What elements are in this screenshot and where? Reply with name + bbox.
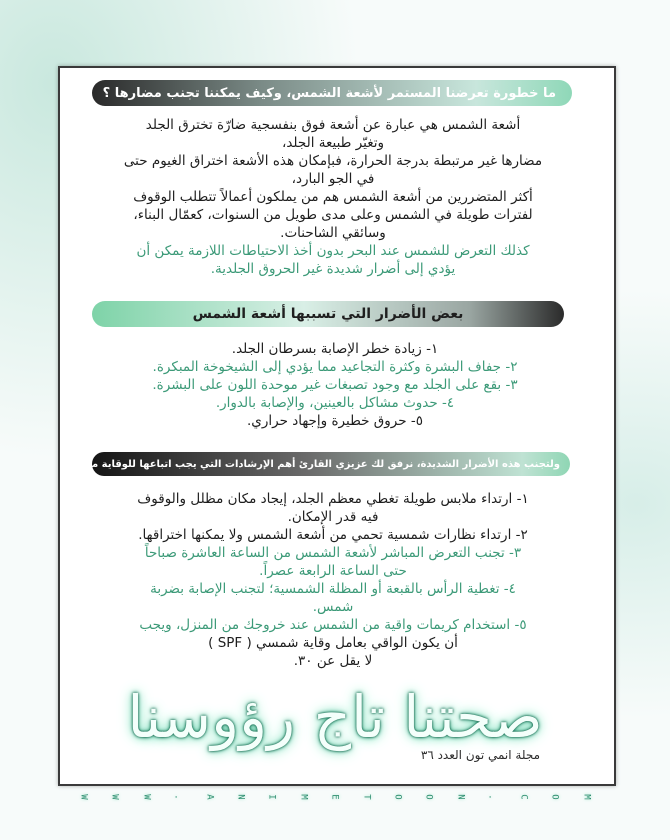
url-char: E — [329, 794, 340, 802]
body-line: لا يقل عن ٣٠. — [293, 653, 373, 669]
url-char: N — [455, 794, 466, 802]
section-body-harms — [110, 340, 560, 430]
website-url-strip — [80, 788, 590, 808]
body-line: ٢- جفاف البشرة وكثرة التجاعيد مما يؤدي إلى الشيخوخة المبكرة. — [152, 359, 518, 375]
url-char: M — [298, 794, 309, 802]
body-line: أشعة الشمس هي عبارة عن أشعة فوق بنفسجية ضارّة تخترق الجلد — [145, 117, 521, 133]
url-char: . — [172, 794, 183, 802]
section-heading-text: بعض الأضرار التي تسببها أشعة الشمس — [192, 306, 464, 322]
url-char: O — [392, 794, 403, 802]
section-heading-harms — [92, 301, 564, 327]
url-char: W — [110, 794, 121, 802]
body-line: ٣- تجنب التعرض المباشر لأشعة الشمس من الساعة العاشرة صباحاً — [144, 545, 522, 561]
magazine-slogan-title: صحتنا تاج رؤوسنا — [127, 683, 543, 751]
section-heading-text: ما خطورة تعرضنا المستمر لأشعة الشمس، وكيف يمكننا تجنب مضارها ؟ — [102, 85, 556, 101]
body-line: ١- زيادة خطر الإصابة بسرطان الجلد. — [231, 341, 439, 357]
url-char: W — [141, 794, 152, 802]
section-heading-sun-danger — [92, 80, 572, 106]
url-char: O — [549, 794, 560, 802]
body-line: كذلك التعرض للشمس عند البحر بدون أخذ الاحتياطات اللازمة يمكن أن — [136, 243, 530, 259]
body-line: ٣- بقع على الجلد مع وجود تصبغات غير موحدة اللون على البشرة. — [152, 377, 518, 393]
url-char: W — [78, 794, 89, 802]
body-line: ٢- ارتداء نظارات شمسية تحمي من أشعة الشمس ولا يمكنها اختراقها. — [138, 527, 528, 543]
url-char: C — [518, 794, 529, 802]
section-heading-text: ولتجنب هذه الأضرار الشديدة، نرفق لك عزيزي القارئ أهم الإرشادات التي يجب اتباعها للوقاية منها — [77, 458, 560, 470]
body-line: ٤- حدوث مشاكل بالعينين، والإصابة بالدوار. — [215, 395, 455, 411]
body-line: وسائقي الشاحنات. — [280, 225, 386, 241]
body-line: مضارها غير مرتبطة بدرجة الحرارة، فبإمكان هذه الأشعة اختراق الغيوم حتى — [123, 153, 543, 169]
section-body-sun-danger — [96, 116, 570, 278]
body-line: يؤدي إلى أضرار شديدة غير الحروق الجلدية. — [210, 261, 456, 277]
body-line: ٥- استخدام كريمات واقية من الشمس عند خروجك من المنزل، ويجب — [139, 617, 527, 633]
url-char: M — [581, 794, 592, 802]
url-char: T — [361, 794, 372, 802]
url-char: O — [424, 794, 435, 802]
section-heading-prevention — [77, 452, 570, 476]
body-line: ٤- تغطية الرأس بالقبعة أو المظلة الشمسية؛ لتجنب الإصابة بضربة — [150, 581, 516, 597]
body-line: فيه قدر الإمكان. — [287, 509, 379, 525]
body-line: لفترات طويلة في الشمس وعلى مدى طويل من السنوات، كعمّال البناء، — [133, 207, 533, 223]
body-line: ١- ارتداء ملابس طويلة تغطي معظم الجلد، إيجاد مكان مظلل والوقوف — [137, 491, 529, 507]
body-line: حتى الساعة الرابعة عصراً. — [259, 563, 407, 579]
body-line: في الجو البارد، — [291, 171, 375, 187]
body-line: أن يكون الواقي بعامل وقاية شمسي ( SPF ) — [208, 635, 458, 651]
url-char: I — [267, 794, 278, 802]
magazine-issue-caption: مجلة انمي تون العدد ٣٦ — [420, 748, 540, 762]
section-body-prevention — [100, 490, 566, 670]
url-char: N — [235, 794, 246, 802]
url-char: A — [204, 794, 215, 802]
body-line: ٥- حروق خطيرة وإجهاد حراري. — [247, 413, 423, 429]
url-char: . — [486, 794, 497, 802]
body-line: شمس. — [312, 599, 354, 615]
body-line: أكثر المتضررين من أشعة الشمس هم من يملكون أعمالاً تتطلب الوقوف — [133, 189, 533, 205]
body-line: وتغيّر طبيعة الجلد، — [281, 135, 385, 151]
